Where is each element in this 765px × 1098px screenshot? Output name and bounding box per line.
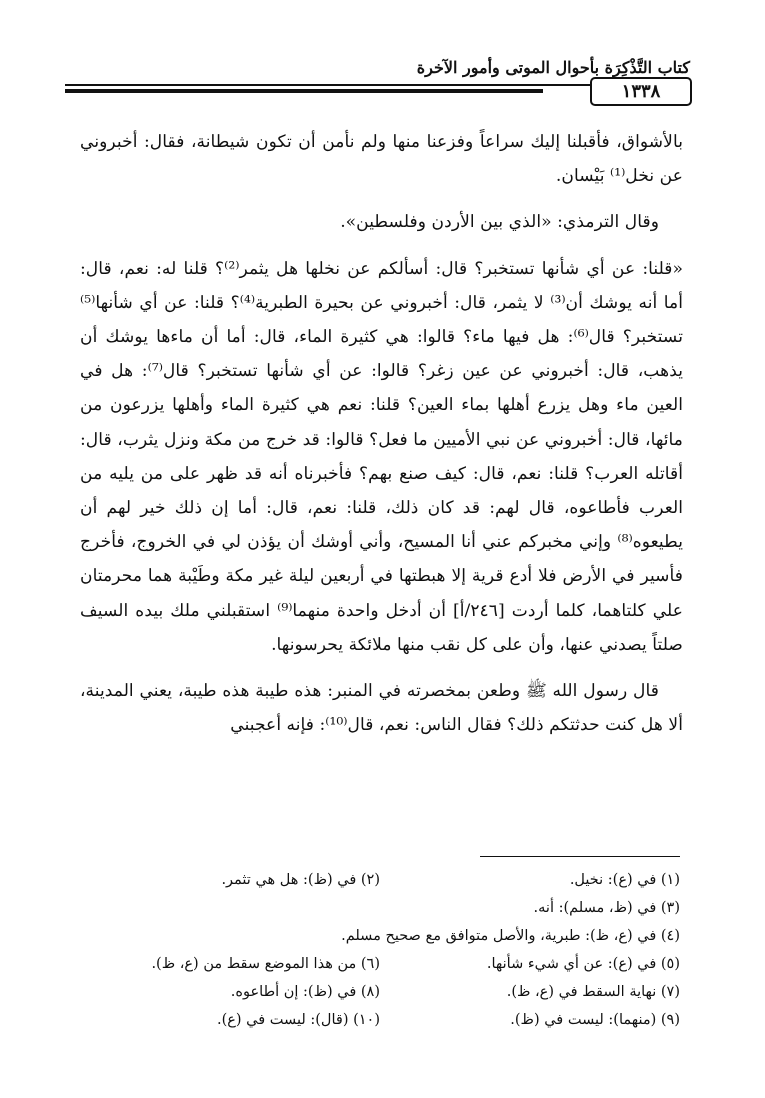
book-title: كتاب التَّذْكِرَة بأحوال الموتى وأمور الآخرة xyxy=(416,58,690,77)
footnote-row xyxy=(80,894,680,922)
footnote: (٩) (منهما): ليست في (ظ). xyxy=(510,1012,680,1028)
paragraph: وقال الترمذي: «الذي بين الأردن وفلسطين». xyxy=(340,212,659,233)
footnote-row xyxy=(80,950,680,978)
footnote-row xyxy=(80,866,680,894)
footnote: (٧) نهاية السقط في (ع، ظ). xyxy=(506,984,680,1000)
footnotes xyxy=(80,866,680,1034)
footnote: (٤) في (ع، ظ): طبرية، والأصل متوافق مع صحيح مسلم. xyxy=(341,928,680,944)
footnote: (٣) في (ظ، مسلم): أنه. xyxy=(533,900,680,916)
page-header xyxy=(65,58,690,106)
footnote-row xyxy=(80,922,680,950)
footnote: (٦) من هذا الموضع سقط من (ع، ظ). xyxy=(151,956,380,972)
paragraph: قال رسول الله ﷺ وطعن بمخصرته في المنبر: هذه طيبة هذه طيبة، يعني المدينة، ألا هل كنت حدثتكم ذلك؟ فقال الناس: نعم، قال⁽¹⁰⁾: فإنه أعجبني xyxy=(80,681,683,736)
footnote: (١) في (ع): نخيل. xyxy=(569,872,680,888)
main-text xyxy=(80,125,683,754)
footnote: (٨) في (ظ): إن أطاعوه. xyxy=(230,984,380,1000)
footnote-row xyxy=(80,978,680,1006)
page-number: ١٣٣٨ xyxy=(590,77,692,106)
paragraph: بالأشواق، فأقبلنا إليك سراعاً وفزعنا منها ولم نأمن أن تكون شيطانة، فقال: أخبروني عن نخل⁽¹⁾ بَيْسان. xyxy=(80,132,683,187)
footnote: (١٠) (قال): ليست في (ع). xyxy=(217,1012,380,1028)
footnote: (٢) في (ظ): هل هي تثمر. xyxy=(221,872,380,888)
footnote: (٥) في (ع): عن أي شيء شأنها. xyxy=(486,956,680,972)
header-rule-thick xyxy=(65,89,543,93)
paragraph: «قلنا: عن أي شأنها تستخبر؟ قال: أسألكم عن نخلها هل يثمر⁽²⁾؟ قلنا له: نعم، قال: أما أنه يوشك أن⁽³⁾ لا يثمر، قال: أخبروني عن بحيرة الطبرية⁽⁴⁾؟ قلنا: عن أي شأنها⁽⁵⁾ تستخبر؟ قال⁽⁶⁾: هل فيها ماء؟ قالوا: هي كثيرة الماء، قال: أما أن ماءها يوشك أن يذهب، قال: أخبروني عن عين زغر؟ قالوا: عن أي شأنها تستخبر؟ قال⁽⁷⁾: هل في العين ماء وهل يزرع أهلها بماء العين؟ قلنا: نعم هي كثيرة الماء وأهلها يزرعون من مائها، قال: أخبروني عن نبي الأميين ما فعل؟ قالوا: قد خرج من مكة ونزل يثرب، قال: أقاتله العرب؟ قلنا: نعم، قال: كيف صنع بهم؟ فأخبرناه أنه قد ظهر على من يليه من العرب فأطاعوه، قال لهم: قد كان ذلك، قلنا: نعم، قال: أما إن ذلك خير لهم أن يطيعوه⁽⁸⁾ وإني مخبركم عني أنا المسيح، وأني أوشك أن يؤذن لي في الخروج، فأخرج فأسير في الأرض فلا أدع قرية إلا هبطتها في أربعين ليلة غير مكة وطَيْبة هما محرمتان علي كلتاهما، كلما أردت [٢٤٦/أ] أن أدخل واحدة منهما⁽⁹⁾ استقبلني ملك بيده السيف صلتاً يصدني عنها، وأن على كل نقب منها ملائكة يحرسونها. xyxy=(80,258,684,655)
footnote-row xyxy=(80,1006,680,1034)
footnote-separator xyxy=(480,856,680,857)
